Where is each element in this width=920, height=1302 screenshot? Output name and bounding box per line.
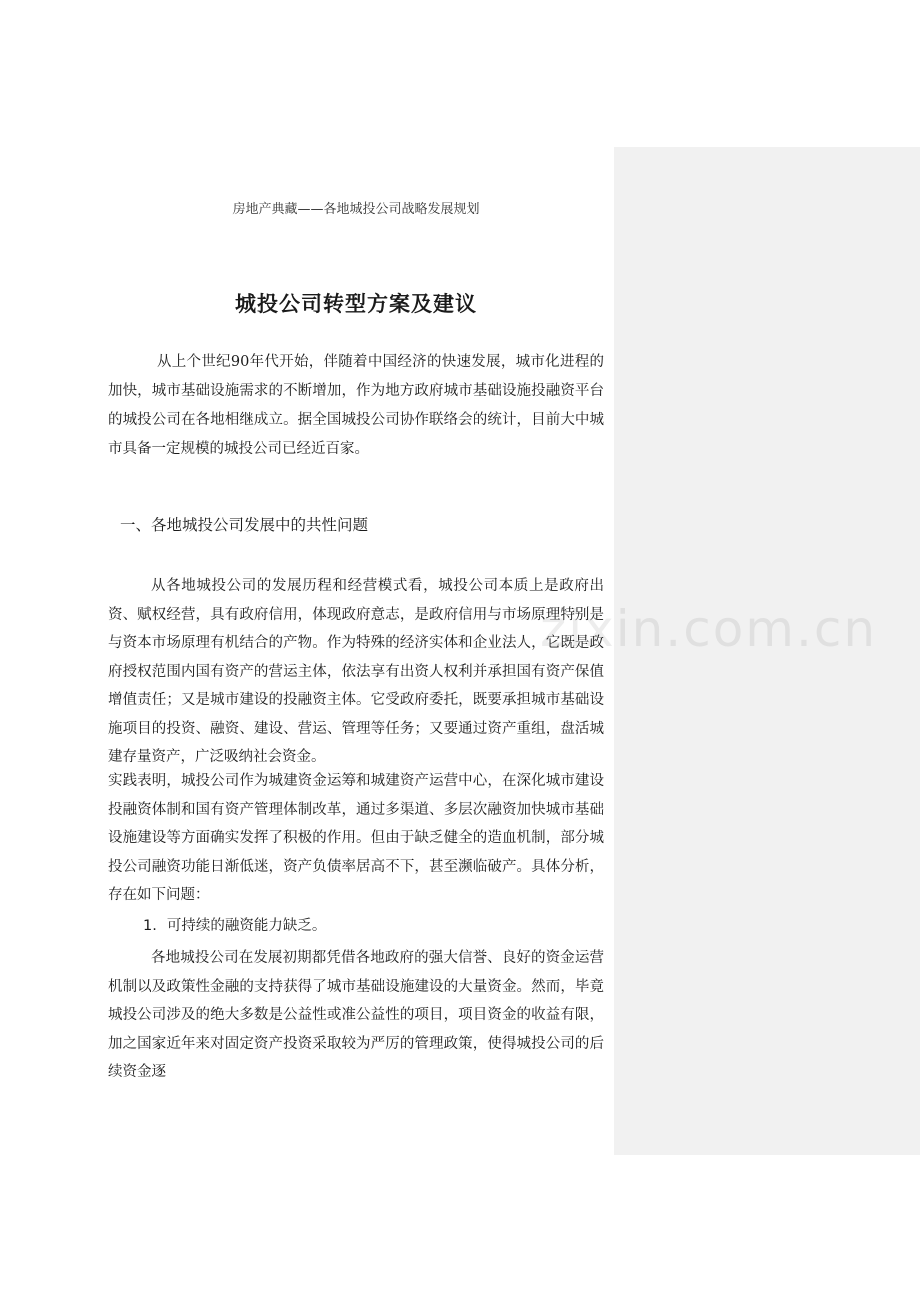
- intro-paragraph: 从上个世纪90年代开始，伴随着中国经济的快速发展，城市化进程的加快，城市基础设施需求的不断增加，作为地方政府城市基础设施投融资平台的城投公司在各地相继成立。据全国城投公司协作联络会的统计，目前大中城市具备一定规模的城投公司已经近百家。: [108, 354, 604, 457]
- subsection-text: 可持续的融资能力缺乏。: [166, 918, 327, 934]
- document-title: 城投公司转型方案及建议: [235, 292, 477, 316]
- section-heading: 一、各地城投公司发展中的共性问题: [120, 516, 369, 534]
- section-paragraph-1: 从各地城投公司的发展历程和经营模式看，城投公司本质上是政府出资、赋权经营，具有政府信用，体现政府意志，是政府信用与市场原理特别是与资本市场原理有机结合的产物。作为特殊的经济实体和企业法人，它既是政府授权范围内国有资产的营运主体，依法享有出资人权利并承担国有资产保值增值责任；又是城市建设的投融资主体。它受政府委托，既要承担城市基础设施项目的投资、融资、建设、营运、管理等任务；又要通过资产重组，盘活城建存量资产，广泛吸纳社会资金。: [108, 578, 604, 765]
- subsection-paragraph: 各地城投公司在发展初期都凭借各地政府的强大信誉、良好的资金运营机制以及政策性金融的支持获得了城市基础设施建设的大量资金。然而，毕竟城投公司涉及的绝大多数是公益性或准公益性的项目，项目资金的收益有限，加之国家近年来对固定资产投资采取较为严厉的管理政策，使得城投公司的后续资金逐: [108, 950, 604, 1080]
- watermark: zixin.com.cn: [540, 600, 878, 658]
- page-header: 房地产典藏——各地城投公司战略发展规划: [232, 202, 480, 217]
- subsection-heading: [143, 914, 326, 935]
- section-paragraph-2: 实践表明，城投公司作为城建资金运筹和城建资产运营中心，在深化城市建设投融资体制和国有资产管理体制改革，通过多渠道、多层次融资加快城市基础设施建设等方面确实发挥了积极的作用。但由于缺乏健全的造血机制，部分城投公司融资功能日渐低迷，资产负债率居高不下，甚至濒临破产。具体分析，存在如下问题：: [108, 773, 604, 903]
- subsection-number: 1.: [143, 918, 157, 934]
